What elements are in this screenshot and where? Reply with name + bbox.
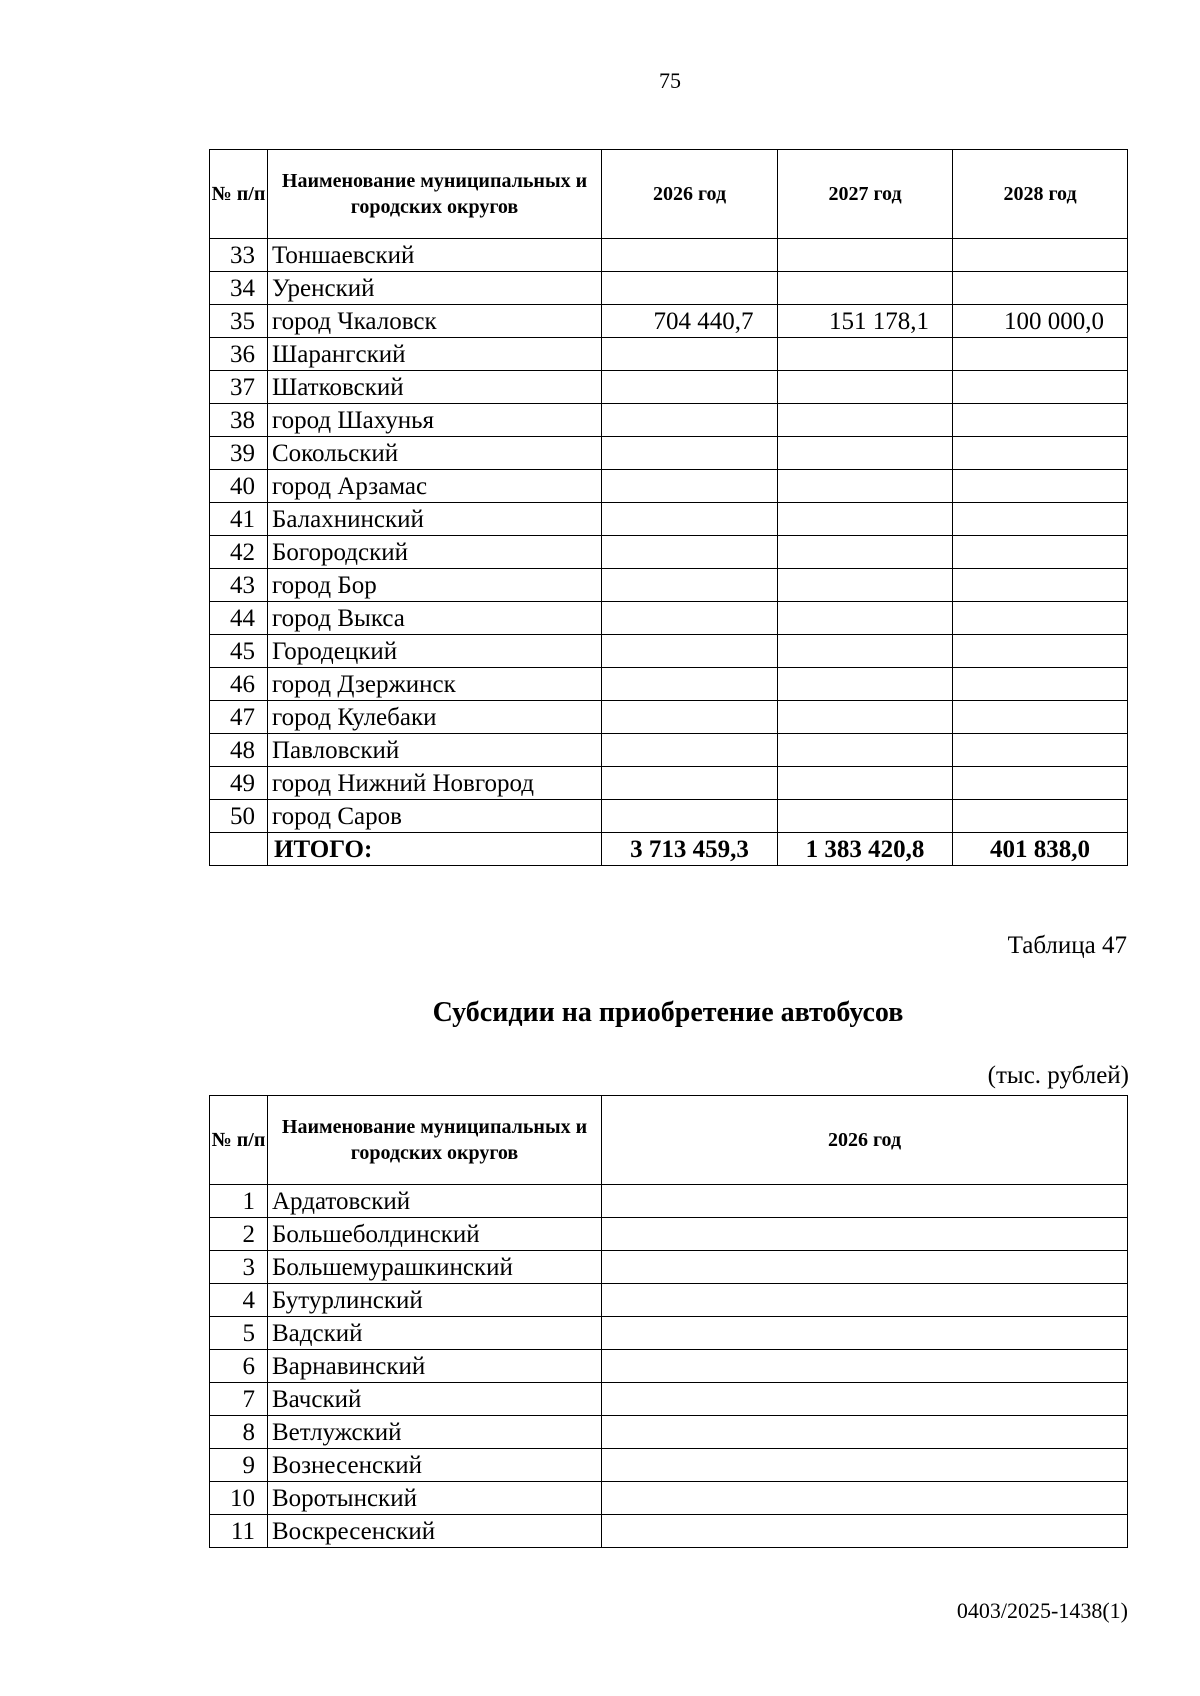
units-label: (тыс. рублей) (987, 1062, 1129, 1089)
row-num: 44 (210, 602, 268, 635)
table-row (210, 1350, 1128, 1383)
row-2027 (778, 503, 953, 536)
row-2026 (602, 1515, 1128, 1548)
table-row (210, 272, 1128, 305)
row-name: город Арзамас (268, 470, 602, 503)
row-2026 (602, 536, 778, 569)
total-2027: 1 383 420,8 (778, 833, 953, 866)
table-row (210, 1449, 1128, 1482)
row-2027 (778, 239, 953, 272)
total-2026: 3 713 459,3 (602, 833, 778, 866)
table-row (210, 1218, 1128, 1251)
row-2028 (953, 239, 1128, 272)
header-num: № п/п (210, 150, 268, 239)
row-name: Шатковский (268, 371, 602, 404)
row-2026 (602, 734, 778, 767)
row-2028 (953, 437, 1128, 470)
row-num: 35 (210, 305, 268, 338)
header-num: № п/п (210, 1096, 268, 1185)
table2-body (210, 1185, 1128, 1548)
table-row (210, 239, 1128, 272)
row-num: 37 (210, 371, 268, 404)
row-2027 (778, 536, 953, 569)
row-name: Балахнинский (268, 503, 602, 536)
row-name: Бутурлинский (268, 1284, 602, 1317)
table-row (210, 371, 1128, 404)
table-header-row (210, 150, 1128, 239)
row-2028 (953, 569, 1128, 602)
table-row (210, 503, 1128, 536)
row-2027 (778, 437, 953, 470)
row-2026 (602, 1218, 1128, 1251)
table-row (210, 338, 1128, 371)
table-row (210, 1317, 1128, 1350)
row-2028 (953, 734, 1128, 767)
row-name: Большемурашкинский (268, 1251, 602, 1284)
row-2027 (778, 800, 953, 833)
row-2026 (602, 1317, 1128, 1350)
row-2026 (602, 404, 778, 437)
table-row (210, 1515, 1128, 1548)
header-2026: 2026 год (602, 1096, 1128, 1185)
row-num: 11 (210, 1515, 268, 1548)
row-2026 (602, 635, 778, 668)
table-row (210, 1251, 1128, 1284)
row-num: 8 (210, 1416, 268, 1449)
row-name: Городецкий (268, 635, 602, 668)
row-num: 42 (210, 536, 268, 569)
row-2027 (778, 734, 953, 767)
row-2028 (953, 503, 1128, 536)
row-2026 (602, 569, 778, 602)
header-name: Наименование муниципальных и городских округов (268, 1096, 602, 1185)
row-2026 (602, 437, 778, 470)
row-2026 (602, 800, 778, 833)
total-num (210, 833, 268, 866)
row-num: 45 (210, 635, 268, 668)
row-num: 43 (210, 569, 268, 602)
row-name: Шарангский (268, 338, 602, 371)
row-2026 (602, 767, 778, 800)
row-2028 (953, 701, 1128, 734)
row-2026 (602, 1251, 1128, 1284)
table-row (210, 668, 1128, 701)
row-2028 (953, 272, 1128, 305)
row-num: 48 (210, 734, 268, 767)
row-name: Воротынский (268, 1482, 602, 1515)
row-2026 (602, 1284, 1128, 1317)
header-2027: 2027 год (778, 150, 953, 239)
row-2027 (778, 602, 953, 635)
row-2027 (778, 668, 953, 701)
row-name: город Шахунья (268, 404, 602, 437)
row-num: 4 (210, 1284, 268, 1317)
row-2028 (953, 668, 1128, 701)
row-num: 47 (210, 701, 268, 734)
row-num: 41 (210, 503, 268, 536)
header-name: Наименование муниципальных и городских округов (268, 150, 602, 239)
row-name: город Нижний Новгород (268, 767, 602, 800)
row-name: Ветлужский (268, 1416, 602, 1449)
row-num: 33 (210, 239, 268, 272)
table-row (210, 701, 1128, 734)
row-name: Вачский (268, 1383, 602, 1416)
row-name: Павловский (268, 734, 602, 767)
row-2028 (953, 371, 1128, 404)
row-num: 38 (210, 404, 268, 437)
row-num: 7 (210, 1383, 268, 1416)
row-name: Большеболдинский (268, 1218, 602, 1251)
row-name: Богородский (268, 536, 602, 569)
header-2028: 2028 год (953, 150, 1128, 239)
row-2028 (953, 602, 1128, 635)
row-2028 (953, 404, 1128, 437)
document-code: 0403/2025-1438(1) (956, 1598, 1128, 1623)
table-row (210, 635, 1128, 668)
table1-body (210, 239, 1128, 833)
row-num: 2 (210, 1218, 268, 1251)
row-2027 (778, 767, 953, 800)
row-name: Сокольский (268, 437, 602, 470)
table-row (210, 734, 1128, 767)
table-row (210, 404, 1128, 437)
row-2026 (602, 1482, 1128, 1515)
row-name: город Кулебаки (268, 701, 602, 734)
row-2026 (602, 272, 778, 305)
row-2027 (778, 404, 953, 437)
row-2026: 704 440,7 (602, 305, 778, 338)
row-2028 (953, 767, 1128, 800)
row-name: город Бор (268, 569, 602, 602)
row-num: 36 (210, 338, 268, 371)
table-header-row (210, 1096, 1128, 1185)
row-2026 (602, 338, 778, 371)
row-name: Варнавинский (268, 1350, 602, 1383)
row-name: город Дзержинск (268, 668, 602, 701)
row-2026 (602, 239, 778, 272)
table-title: Субсидии на приобретение автобусов (432, 997, 904, 1028)
row-2027 (778, 371, 953, 404)
row-2028 (953, 800, 1128, 833)
row-name: Воскресенский (268, 1515, 602, 1548)
header-2026: 2026 год (602, 150, 778, 239)
row-num: 34 (210, 272, 268, 305)
row-2026 (602, 1185, 1128, 1218)
row-2027 (778, 470, 953, 503)
row-2026 (602, 1383, 1128, 1416)
row-2028 (953, 470, 1128, 503)
table-row (210, 1416, 1128, 1449)
row-name: город Выкса (268, 602, 602, 635)
row-2026 (602, 602, 778, 635)
table-row (210, 470, 1128, 503)
row-2028 (953, 635, 1128, 668)
row-2028: 100 000,0 (953, 305, 1128, 338)
row-2027 (778, 338, 953, 371)
row-num: 40 (210, 470, 268, 503)
row-num: 49 (210, 767, 268, 800)
row-num: 5 (210, 1317, 268, 1350)
row-num: 9 (210, 1449, 268, 1482)
row-2026 (602, 371, 778, 404)
row-num: 10 (210, 1482, 268, 1515)
row-2027 (778, 272, 953, 305)
row-2028 (953, 338, 1128, 371)
table-number-label: Таблица 47 (1007, 932, 1127, 959)
table-row (210, 1284, 1128, 1317)
row-2026 (602, 701, 778, 734)
bus-subsidy-table (209, 1095, 1128, 1548)
row-2026 (602, 1416, 1128, 1449)
row-2026 (602, 1350, 1128, 1383)
table-row (210, 1383, 1128, 1416)
row-name: Вадский (268, 1317, 602, 1350)
row-2026 (602, 1449, 1128, 1482)
table-row (210, 305, 1128, 338)
total-row (210, 833, 1128, 866)
row-2026 (602, 668, 778, 701)
table-row (210, 1482, 1128, 1515)
table-row (210, 569, 1128, 602)
table-row (210, 800, 1128, 833)
table-row (210, 767, 1128, 800)
row-num: 3 (210, 1251, 268, 1284)
total-label: ИТОГО: (268, 833, 602, 866)
table-row (210, 437, 1128, 470)
row-2027 (778, 635, 953, 668)
row-name: город Чкаловск (268, 305, 602, 338)
row-name: Уренский (268, 272, 602, 305)
row-num: 39 (210, 437, 268, 470)
row-num: 1 (210, 1185, 268, 1218)
row-name: город Саров (268, 800, 602, 833)
row-2027: 151 178,1 (778, 305, 953, 338)
row-2027 (778, 569, 953, 602)
page-number: 75 (659, 68, 681, 93)
row-num: 50 (210, 800, 268, 833)
row-2028 (953, 536, 1128, 569)
table-row (210, 602, 1128, 635)
subsidy-table-continued (209, 149, 1128, 866)
row-name: Тоншаевский (268, 239, 602, 272)
table-row (210, 1185, 1128, 1218)
row-name: Вознесенский (268, 1449, 602, 1482)
total-2028: 401 838,0 (953, 833, 1128, 866)
row-num: 46 (210, 668, 268, 701)
row-name: Ардатовский (268, 1185, 602, 1218)
row-2027 (778, 701, 953, 734)
row-2026 (602, 470, 778, 503)
table-row (210, 536, 1128, 569)
row-2026 (602, 503, 778, 536)
row-num: 6 (210, 1350, 268, 1383)
